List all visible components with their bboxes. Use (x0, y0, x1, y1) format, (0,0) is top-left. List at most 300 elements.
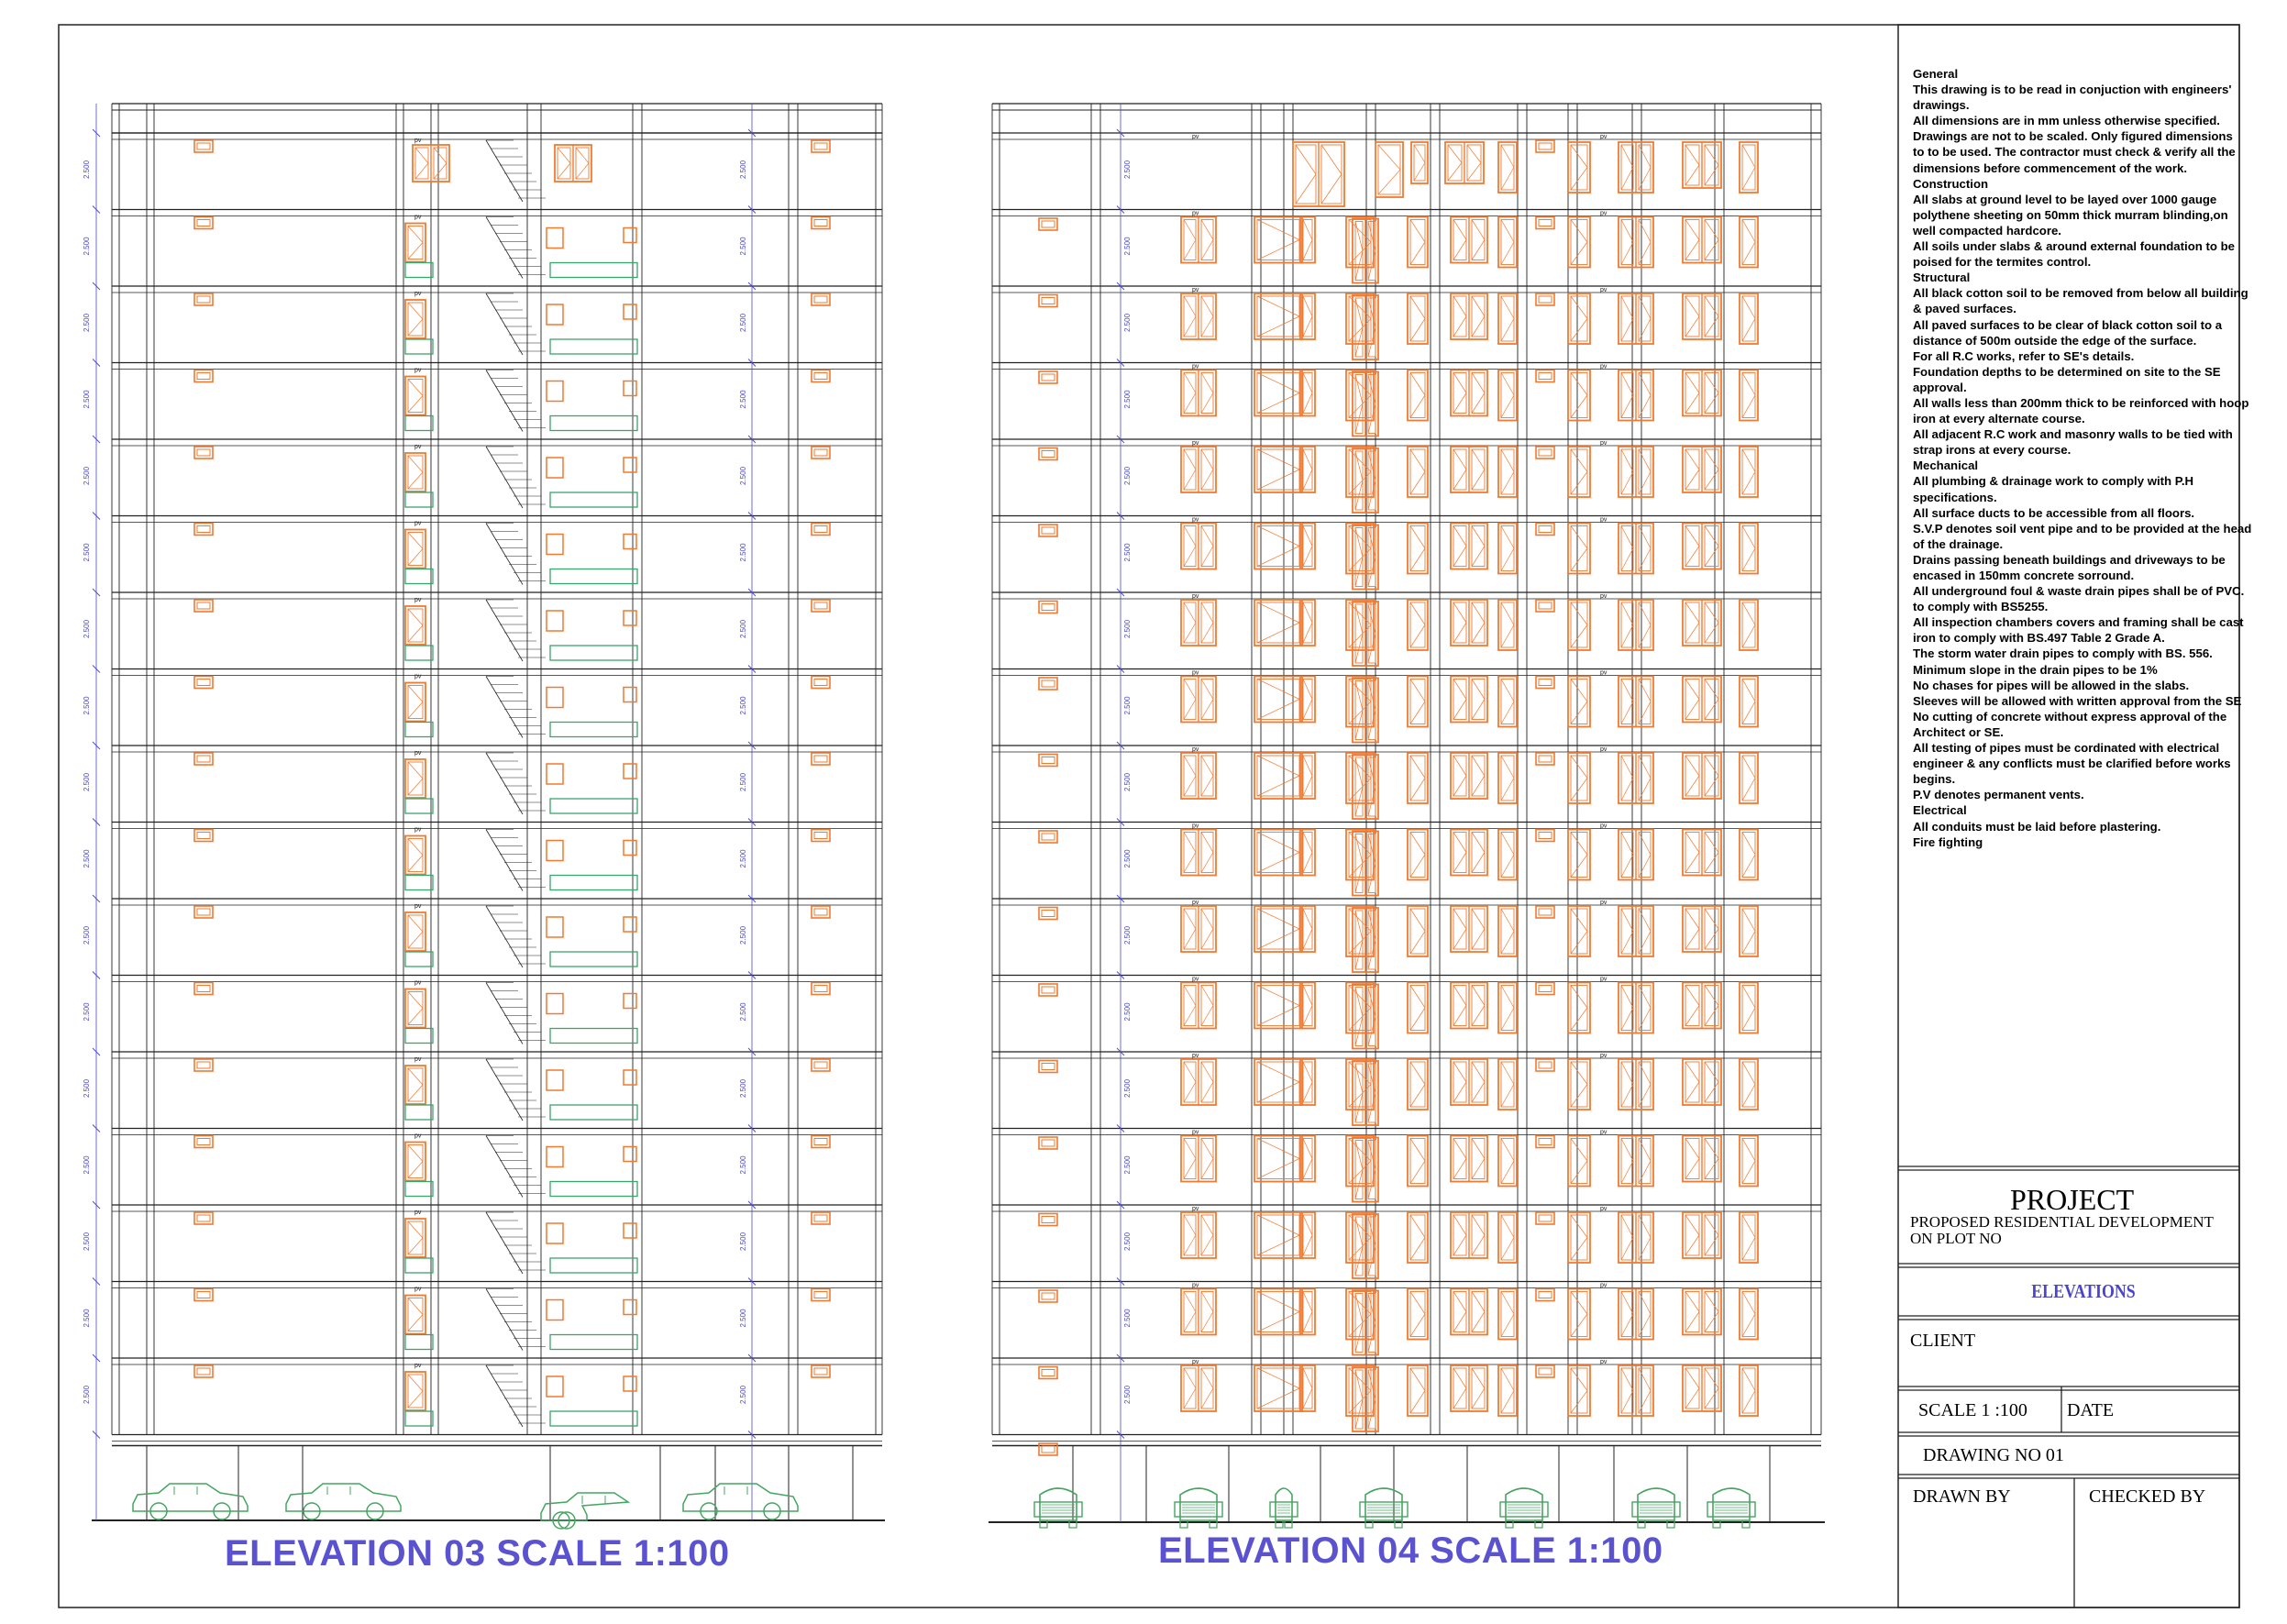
window (1451, 1212, 1487, 1258)
window (1740, 677, 1758, 727)
window (1408, 370, 1428, 421)
dimension-text: 2.500 (1123, 1385, 1132, 1404)
note-line: All slabs at ground level to be layed over 1000 gauge polythene sheeting on 50mm thick murram blinding,on well compacted hardcore. (1913, 192, 2228, 238)
small-window (1039, 831, 1057, 843)
window (1568, 1059, 1590, 1110)
window (1346, 600, 1374, 650)
small-window (812, 753, 830, 765)
small-window (194, 1059, 213, 1071)
small-window (812, 293, 830, 305)
dimension-text: 2.500 (83, 1002, 91, 1022)
dimension-text: pv (1600, 363, 1608, 370)
window (1408, 983, 1428, 1033)
note-line: All walls less than 200mm thick to be reinforced with hoop iron at every alternate course. (1913, 395, 2249, 426)
dimension-text: 2.500 (83, 160, 91, 179)
window (1568, 600, 1590, 650)
small-window (1536, 983, 1554, 995)
dimension-text: pv (414, 1286, 422, 1293)
dimension-text: pv (414, 903, 422, 910)
window (1498, 142, 1517, 193)
dimension-text: 2.500 (739, 696, 747, 715)
small-window (1039, 218, 1057, 230)
window (1376, 142, 1403, 197)
small-window (1039, 1137, 1057, 1149)
dimension-text: pv (414, 520, 422, 527)
window (1408, 1289, 1428, 1340)
window (1346, 1059, 1374, 1110)
small-window (812, 677, 830, 689)
window (1683, 1212, 1721, 1258)
window (1619, 370, 1653, 421)
small-window (1039, 371, 1057, 383)
dimension-text: pv (1600, 976, 1608, 983)
window (1254, 1136, 1302, 1182)
dimension-text: pv (1600, 823, 1608, 830)
dimension-text: 2.500 (1123, 237, 1132, 256)
dimension-text: 2.500 (1123, 466, 1132, 485)
window (1619, 983, 1653, 1033)
window (1498, 830, 1517, 880)
car (286, 1484, 401, 1519)
small-window (1536, 1059, 1554, 1071)
window (1451, 293, 1487, 339)
dimension-text: pv (1192, 1206, 1199, 1212)
window (1181, 1212, 1216, 1258)
dimension-text: 2.500 (1123, 160, 1132, 179)
dimension-text: 2.500 (739, 849, 747, 868)
dimension-text: 2.500 (739, 237, 747, 256)
window (1568, 217, 1590, 268)
small-window (1536, 217, 1554, 229)
dimension-text: 2.500 (1123, 313, 1132, 332)
window (1498, 1365, 1517, 1416)
small-window (194, 1365, 213, 1377)
window (1181, 370, 1216, 416)
window (1181, 447, 1216, 492)
note-line: No cutting of concrete without express approval of the Architect or SE. (1913, 709, 2227, 739)
client-label: CLIENT (1910, 1331, 1976, 1351)
window (1568, 370, 1590, 421)
note-line: Foundation depths to be determined on site to the SE approval. (1913, 364, 2221, 394)
note-line: No chases for pipes will be allowed in the slabs. (1913, 678, 2190, 692)
small-window (812, 1212, 830, 1224)
small-window (812, 600, 830, 612)
window (405, 606, 425, 645)
small-window (1536, 1365, 1554, 1377)
window (1740, 830, 1758, 880)
window (1181, 1289, 1216, 1335)
window (1619, 142, 1653, 193)
small-window (1536, 370, 1554, 382)
window (1568, 830, 1590, 880)
dimension-text: 2.500 (739, 1155, 747, 1175)
small-window (194, 600, 213, 612)
small-window (194, 1212, 213, 1224)
small-window (1039, 678, 1057, 690)
dimension-text: 2.500 (739, 772, 747, 791)
window (1451, 370, 1487, 416)
window (1619, 600, 1653, 650)
car (133, 1484, 248, 1519)
small-window (812, 140, 830, 152)
window (1568, 1365, 1590, 1416)
window (1740, 217, 1758, 268)
window (1181, 983, 1216, 1029)
window (1181, 830, 1216, 876)
dimension-text: pv (414, 367, 422, 374)
small-window (194, 370, 213, 382)
dimension-text: 2.500 (739, 543, 747, 562)
window (1740, 600, 1758, 650)
dimension-text: pv (1192, 823, 1199, 830)
dimension-text: 2.500 (1123, 1232, 1132, 1251)
window (405, 377, 425, 415)
window (1498, 1059, 1517, 1110)
project-description (1910, 1214, 2259, 1247)
small-window (1536, 140, 1554, 152)
window (1619, 524, 1653, 574)
small-window (812, 1289, 830, 1301)
note-line: Sleeves will be allowed with written approval from the SE (1913, 693, 2242, 708)
note-line: All testing of pipes must be cordinated with electrical engineer & any conflicts must be clarified before works begins. (1913, 741, 2231, 787)
window (1498, 600, 1517, 650)
note-line: All black cotton soil to be removed from below all building & paved surfaces. (1913, 286, 2248, 316)
small-window (1039, 1367, 1057, 1379)
window (1568, 906, 1590, 956)
window (1740, 1136, 1758, 1187)
window (1498, 524, 1517, 574)
window (1181, 524, 1216, 569)
window (1346, 677, 1374, 727)
small-window (812, 830, 830, 842)
dimension-text: pv (1192, 210, 1199, 217)
window (1408, 1059, 1428, 1110)
window (1740, 1059, 1758, 1110)
window (1740, 447, 1758, 497)
small-window (1536, 677, 1554, 689)
note-line: All dimensions are in mm unless otherwise specified. (1913, 114, 2220, 128)
note-line: Drains passing beneath buildings and driveways to be encased in 150mm concrete sorround. (1913, 552, 2226, 582)
window (1408, 677, 1428, 727)
window (1683, 370, 1721, 416)
dimension-text: pv (1192, 134, 1199, 140)
window (405, 224, 425, 262)
window (1568, 1212, 1590, 1263)
window (1181, 1136, 1216, 1182)
dimension-text: 2.500 (83, 543, 91, 562)
window (1408, 1136, 1428, 1187)
dimension-text: 2.500 (1123, 1002, 1132, 1022)
dimension-text: pv (1192, 1129, 1199, 1136)
window (1683, 524, 1721, 569)
window (1619, 1289, 1653, 1340)
dimension-text: pv (414, 138, 422, 144)
dimension-text: pv (1600, 669, 1608, 677)
dimension-text: pv (414, 750, 422, 757)
window (1293, 142, 1344, 206)
window (1498, 906, 1517, 956)
window (1181, 677, 1216, 723)
window (1683, 753, 1721, 799)
small-window (194, 983, 213, 995)
dimension-text: pv (414, 979, 422, 987)
note-line: Electrical (1913, 803, 1967, 818)
dimension-text: 2.500 (83, 390, 91, 409)
window (1408, 830, 1428, 880)
window (1683, 983, 1721, 1029)
window (1498, 1136, 1517, 1187)
car (683, 1484, 798, 1519)
window (1619, 217, 1653, 268)
window (1619, 1212, 1653, 1263)
small-window (1536, 600, 1554, 612)
small-window (812, 1365, 830, 1377)
window (1683, 217, 1721, 263)
window (1451, 906, 1487, 952)
window (405, 1066, 425, 1104)
dimension-text: pv (1600, 210, 1608, 217)
dimension-text: 2.500 (83, 1385, 91, 1404)
window (1683, 906, 1721, 952)
dimension-text: 2.500 (1123, 1078, 1132, 1098)
dimension-text: 2.500 (83, 313, 91, 332)
dimension-text: 2.500 (83, 1309, 91, 1328)
window (1568, 983, 1590, 1033)
window (405, 912, 425, 951)
small-window (194, 217, 213, 229)
dimension-text: pv (1600, 1359, 1608, 1365)
dimension-text: 2.500 (83, 466, 91, 485)
window (405, 1219, 425, 1257)
window (1451, 600, 1487, 646)
window (1254, 1212, 1302, 1258)
dimension-text: 2.500 (739, 160, 747, 179)
dimension-text: 2.500 (739, 619, 747, 638)
dimension-text: 2.500 (739, 1232, 747, 1251)
note-line: Drawings are not to be scaled. Only figured dimensions (1913, 129, 2233, 144)
note-line: Fire fighting (1913, 834, 1983, 849)
window (1568, 677, 1590, 727)
window (1181, 600, 1216, 646)
window (1498, 293, 1517, 344)
note-line: Minimum slope in the drain pipes to be 1% (1913, 662, 2158, 677)
window (1619, 1136, 1653, 1187)
window (1254, 1365, 1302, 1411)
dimension-text: pv (414, 1363, 422, 1369)
window (1408, 906, 1428, 956)
window (1568, 753, 1590, 803)
dimension-text: pv (1600, 593, 1608, 600)
window (1346, 1289, 1374, 1340)
window (1181, 1365, 1216, 1411)
car (541, 1493, 628, 1529)
drawing-title: ELEVATIONS (2031, 1280, 2136, 1302)
small-window (812, 983, 830, 995)
dimension-text: pv (414, 1210, 422, 1216)
window (1445, 142, 1484, 183)
window (1740, 142, 1758, 193)
dimension-text: 2.500 (1123, 619, 1132, 638)
elevation-04-drawing (989, 104, 1825, 1528)
small-window (812, 217, 830, 229)
small-window (1039, 755, 1057, 767)
window (1619, 1365, 1653, 1416)
dimension-text: pv (1192, 746, 1199, 753)
drawing-number-label: DRAWING NO 01 (1923, 1445, 2064, 1465)
dimension-text: 2.500 (739, 1002, 747, 1022)
dimension-text: pv (414, 444, 422, 450)
window (1408, 447, 1428, 497)
project-label: PROJECT (2010, 1183, 2135, 1216)
window (1346, 447, 1374, 497)
small-window (194, 140, 213, 152)
date-label: DATE (2067, 1400, 2115, 1420)
small-window (194, 293, 213, 305)
window (1498, 1212, 1517, 1263)
window (1619, 447, 1653, 497)
dimension-text: 2.500 (83, 237, 91, 256)
window (405, 1372, 425, 1410)
window (1181, 1059, 1216, 1105)
window (555, 145, 591, 182)
dimension-text: pv (414, 1132, 422, 1140)
note-line: All soils under slabs & around external foundation to be poised for the termites control. (1913, 239, 2235, 270)
note-line: to to be used. The contractor must check & verify all the dimensions before commencement of the work. (1913, 145, 2236, 175)
window (1254, 983, 1302, 1029)
dimension-text: pv (1192, 440, 1199, 447)
dimension-text: pv (1600, 287, 1608, 293)
dimension-text: pv (1192, 363, 1199, 370)
dimension-text: pv (1600, 440, 1608, 447)
dimension-text: pv (1600, 746, 1608, 753)
note-line: All underground foul & waste drain pipes shall be of PVC. to comply with BS5255. (1913, 584, 2245, 614)
small-window (1039, 525, 1057, 536)
project-line-2: ON PLOT NO (1910, 1230, 2002, 1247)
window (1498, 983, 1517, 1033)
small-window (194, 1289, 213, 1301)
window (1740, 753, 1758, 803)
window (1408, 293, 1428, 344)
small-window (1536, 1136, 1554, 1148)
window (1619, 677, 1653, 727)
dimension-text: pv (1600, 1053, 1608, 1059)
window (1498, 753, 1517, 803)
window (1619, 293, 1653, 344)
small-window (1536, 524, 1554, 536)
window (405, 759, 425, 798)
window (1254, 830, 1302, 876)
small-window (194, 906, 213, 918)
window (405, 300, 425, 338)
window (1451, 1136, 1487, 1182)
window (1740, 293, 1758, 344)
dimension-text: pv (414, 673, 422, 680)
window (1683, 677, 1721, 723)
window (1408, 753, 1428, 803)
dimension-text: pv (1192, 1359, 1199, 1365)
window (1683, 142, 1721, 188)
window (1498, 447, 1517, 497)
window (405, 1143, 425, 1181)
small-window (1039, 908, 1057, 920)
scale-label: SCALE 1 :100 (1918, 1400, 2027, 1420)
window (1346, 1365, 1374, 1416)
window (1254, 217, 1302, 263)
dimension-text: pv (414, 291, 422, 297)
elevation-03-drawing (83, 104, 885, 1529)
window (1451, 217, 1487, 263)
small-window (1536, 753, 1554, 765)
note-line: All paved surfaces to be clear of black cotton soil to a distance of 500m outside the edge of the surface. (1913, 317, 2223, 348)
note-line: All conduits must be laid before plastering. (1913, 819, 2161, 834)
window (1181, 293, 1216, 339)
window (1408, 217, 1428, 268)
small-window (1536, 1289, 1554, 1301)
window (1346, 906, 1374, 956)
dimension-text: 2.500 (83, 619, 91, 638)
window (1181, 217, 1216, 263)
window (1411, 142, 1428, 183)
dimension-text: pv (1192, 516, 1199, 524)
small-window (812, 1059, 830, 1071)
dimension-text: pv (414, 826, 422, 834)
note-line: All plumbing & drainage work to comply with P.H specifications. (1913, 474, 2194, 504)
window (1683, 830, 1721, 876)
window (1181, 753, 1216, 799)
small-window (1039, 984, 1057, 996)
window (405, 836, 425, 875)
dimension-text: 2.500 (739, 925, 747, 945)
window (1181, 906, 1216, 952)
note-line: S.V.P denotes soil vent pipe and to be provided at the head of the drainage. (1913, 521, 2252, 551)
window (1346, 1212, 1374, 1263)
dimension-text: pv (1192, 669, 1199, 677)
window (1346, 753, 1374, 803)
small-window (1536, 447, 1554, 458)
dimension-text: pv (414, 1056, 422, 1063)
window (1740, 524, 1758, 574)
window (405, 683, 425, 722)
dimension-text: pv (1600, 1129, 1608, 1136)
small-window (812, 906, 830, 918)
dimension-text: 2.500 (739, 313, 747, 332)
dimension-text: 2.500 (83, 1232, 91, 1251)
window (1740, 983, 1758, 1033)
dimension-text: 2.500 (1123, 390, 1132, 409)
dimension-text: pv (1600, 1282, 1608, 1289)
window (1568, 524, 1590, 574)
small-window (1039, 295, 1057, 307)
window (1498, 370, 1517, 421)
window (1254, 524, 1302, 569)
dimension-text: 2.500 (1123, 543, 1132, 562)
project-line-1: PROPOSED RESIDENTIAL DEVELOPMENT (1910, 1213, 2214, 1231)
small-window (194, 524, 213, 536)
window (1683, 447, 1721, 492)
window (1254, 600, 1302, 646)
window (413, 145, 449, 182)
window (1619, 906, 1653, 956)
note-line: For all R.C works, refer to SE's details. (1913, 348, 2135, 363)
dimension-text: pv (1600, 134, 1608, 140)
dimension-text: pv (1192, 976, 1199, 983)
window (1451, 830, 1487, 876)
window (1740, 1212, 1758, 1263)
dimension-text: 2.500 (1123, 696, 1132, 715)
window (1346, 1136, 1374, 1187)
window (1346, 983, 1374, 1033)
dimension-text: 2.500 (739, 1385, 747, 1404)
